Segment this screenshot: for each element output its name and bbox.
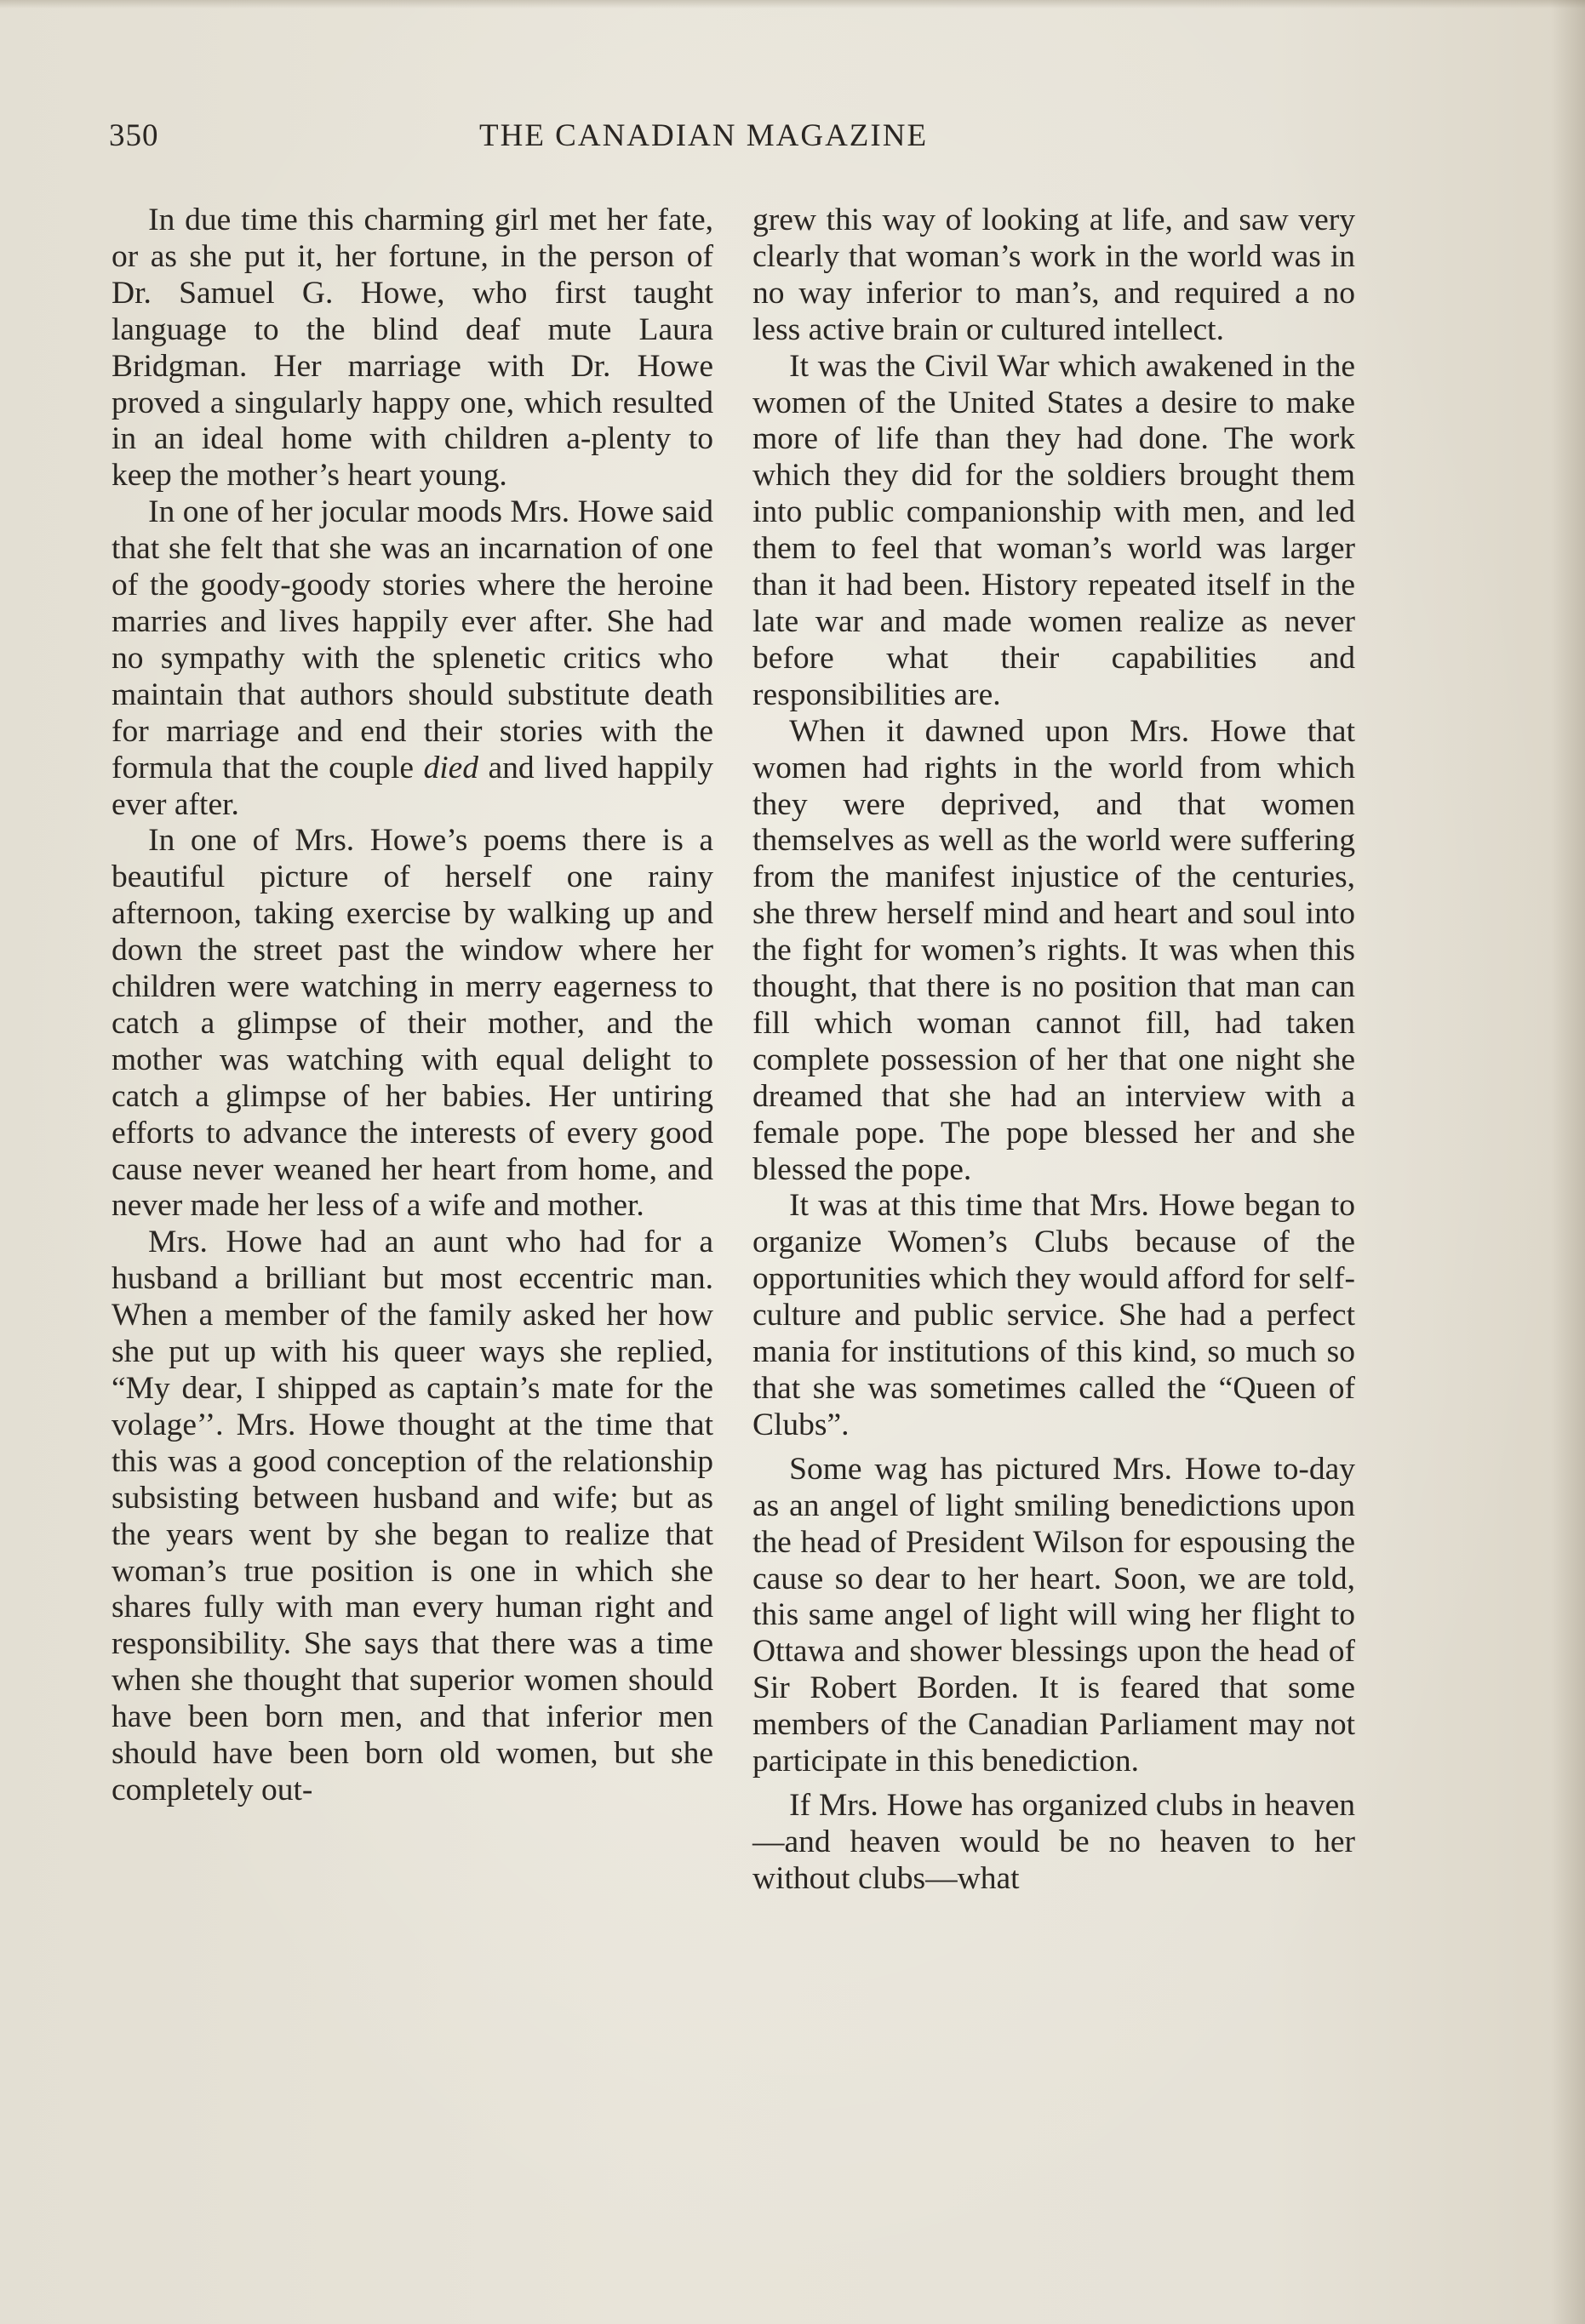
left-column bbox=[112, 203, 713, 1809]
right-column bbox=[752, 203, 1355, 1898]
paragraph: It was the Civil War which awakened in the women of the United States a desire to make more of life than they had done. The work which they did for the soldiers brought them into public companionship with men, and led them to feel that woman’s world was larger than it had been. History repeated itself in the late war and made women realize as never before what their capabilities and responsibilities are. bbox=[752, 348, 1355, 712]
italic-word: died bbox=[423, 750, 479, 785]
paragraph-continued: grew this way of looking at life, and saw very clearly that woman’s work in the world was in no way inferior to man’s, and required a no less active brain or cultured intellect. bbox=[752, 203, 1355, 347]
paragraph: If Mrs. Howe has organized clubs in heaven—and heaven would be no heaven to her without clubs—what bbox=[752, 1787, 1355, 1896]
paragraph-text: In one of her jocular moods Mrs. Howe said that she felt that she was an incarnation of one of the goody-goody stories where the heroine marries and lives happily ever after. She had no sympathy with the splenetic critics who maintain that authors should substitute death for marriage and end their stories with the formula that the couple bbox=[112, 494, 713, 785]
page-header bbox=[109, 117, 1011, 168]
paragraph: Some wag has pictured Mrs. Howe to-day as an angel of light smiling benedictions upon the head of President Wilson for espousing the cause so dear to her heart. Soon, we are told, this same angel of light will wing her flight to Ottawa and shower blessings upon the head of Sir Robert Borden. It is feared that some members of the Canadian Parliament may not participate in this benediction. bbox=[752, 1451, 1355, 1779]
paragraph: In due time this charming girl met her fate, or as she put it, her fortune, in the person of Dr. Samuel G. Howe, who first taught language to the blind deaf mute Laura Bridgman. Her marriage with Dr. Howe proved a singularly happy one, which resulted in an ideal home with children a-plenty to keep the mother’s heart young. bbox=[112, 203, 713, 494]
paragraph: It was at this time that Mrs. Howe began to organize Women’s Clubs because of the opportunities which they would afford for self-culture and public service. She had a perfect mania for institutions of this kind, so much so that she was sometimes called the “Queen of Clubs”. bbox=[752, 1188, 1355, 1442]
paragraph: Mrs. Howe had an aunt who had for a husband a brilliant but most eccentric man. When a member of the family asked her how she put up with his queer ways she replied, “My dear, I shipped as captain’s mate for the volage’’. Mrs. Howe thought at the time that this was a good conception of the relationship subsisting between husband and wife; but as the years went by she began to realize that woman’s true position is one in which she shares fully with man every human right and responsibility. She says that there was a time when she thought that superior women should have been born men, and that inferior men should have been born old women, but she completely out- bbox=[112, 1225, 713, 1807]
page-top-shadow bbox=[0, 0, 1585, 9]
paragraph: When it dawned upon Mrs. Howe that women had rights in the world from which they were deprived, and that women themselves as well as the world were suffering from the manifest injustice of the centuries, she threw herself mind and heart and soul into the fight for women’s rights. It was when this thought, that there is no position that man can fill which woman cannot fill, had taken complete possession of her that one night she dreamed that she had an interview with a female pope. The pope blessed her and she blessed the pope. bbox=[752, 713, 1355, 1187]
paragraph-text: and lived happily ever after. bbox=[112, 750, 713, 822]
page-gutter-shadow bbox=[1551, 0, 1585, 2324]
paragraph: In one of Mrs. Howe’s poems there is a beautiful picture of herself one rainy afternoon, taking exercise by walking up and down the street past the window where her children were watching in merry eagerness to catch a glimpse of their mother, and the mother was watching with equal delight to catch a glimpse of her babies. Her untiring efforts to advance the interests of every good cause never weaned her heart from home, and never made her less of a wife and mother. bbox=[112, 823, 713, 1224]
page-number: 350 bbox=[109, 118, 159, 153]
running-head: THE CANADIAN MAGAZINE bbox=[479, 118, 929, 153]
paragraph bbox=[112, 494, 713, 823]
